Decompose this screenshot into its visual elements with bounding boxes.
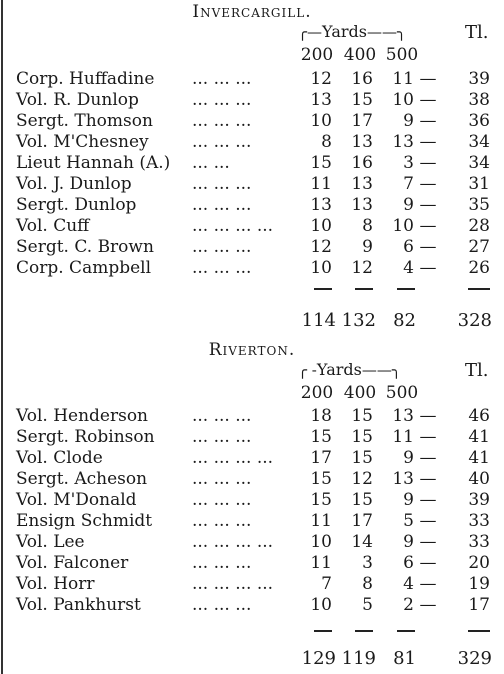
row-total: 17 bbox=[468, 595, 490, 615]
bracket-left: ╭ - bbox=[298, 361, 317, 379]
competitor-name: Vol. M'Donald bbox=[16, 490, 137, 510]
leader-dots: ... ... ... bbox=[192, 195, 252, 215]
score-200: 11 bbox=[310, 553, 332, 573]
sum-rule-500 bbox=[397, 630, 415, 632]
dash-separator: — bbox=[419, 511, 437, 531]
dash-separator: — bbox=[419, 174, 437, 194]
score-row bbox=[0, 406, 504, 427]
row-total: 34 bbox=[468, 153, 490, 173]
dash-separator: — bbox=[419, 427, 437, 447]
competitor-name: Vol. R. Dunlop bbox=[16, 90, 139, 110]
section-title: Invercargill. bbox=[192, 2, 312, 22]
total-column-header: Tl. bbox=[465, 22, 489, 43]
score-row bbox=[0, 195, 504, 216]
score-200: 18 bbox=[310, 406, 332, 426]
score-200: 13 bbox=[310, 195, 332, 215]
score-500: 6 bbox=[403, 553, 414, 573]
score-row bbox=[0, 90, 504, 111]
score-500: 13 bbox=[392, 406, 414, 426]
score-200: 15 bbox=[310, 427, 332, 447]
score-400: 9 bbox=[362, 237, 373, 257]
score-row bbox=[0, 574, 504, 595]
competitor-name: Sergt. Dunlop bbox=[16, 195, 137, 215]
score-500: 2 bbox=[403, 595, 414, 615]
dash-separator: — bbox=[419, 553, 437, 573]
dash-separator: — bbox=[419, 237, 437, 257]
score-400: 15 bbox=[351, 490, 373, 510]
leader-dots: ... ... ... bbox=[192, 406, 252, 426]
score-400: 8 bbox=[362, 216, 373, 236]
score-row bbox=[0, 427, 504, 448]
leader-dots: ... ... ... bbox=[192, 490, 252, 510]
score-row bbox=[0, 153, 504, 174]
row-total: 28 bbox=[468, 216, 490, 236]
score-400: 13 bbox=[351, 132, 373, 152]
leader-dots: ... ... ... bbox=[192, 595, 252, 615]
score-400: 16 bbox=[351, 153, 373, 173]
dash-separator: — bbox=[419, 258, 437, 278]
dash-separator: — bbox=[419, 216, 437, 236]
competitor-name: Ensign Schmidt bbox=[16, 511, 153, 531]
section-title: Riverton. bbox=[208, 340, 296, 360]
score-500: 13 bbox=[392, 469, 414, 489]
total-column-header: Tl. bbox=[465, 360, 489, 381]
score-500: 9 bbox=[403, 111, 414, 131]
competitor-name: Corp. Campbell bbox=[16, 258, 152, 278]
row-total: 19 bbox=[468, 574, 490, 594]
score-200: 10 bbox=[310, 111, 332, 131]
competitor-name: Sergt. Acheson bbox=[16, 469, 148, 489]
score-row bbox=[0, 511, 504, 532]
score-row bbox=[0, 111, 504, 132]
score-row bbox=[0, 469, 504, 490]
leader-dots: ... ... ... bbox=[192, 511, 252, 531]
leader-dots: ... ... ... bbox=[192, 258, 252, 278]
row-total: 26 bbox=[468, 258, 490, 278]
row-total: 31 bbox=[468, 174, 490, 194]
total-grand: 329 bbox=[457, 648, 492, 669]
score-200: 13 bbox=[310, 90, 332, 110]
leader-dots: ... ... ... bbox=[192, 553, 252, 573]
score-400: 12 bbox=[351, 258, 373, 278]
competitor-name: Vol. Horr bbox=[16, 574, 95, 594]
score-400: 15 bbox=[351, 427, 373, 447]
leader-dots: ... ... ... bbox=[192, 90, 252, 110]
leader-dots: ... ... ... bbox=[192, 469, 252, 489]
competitor-name: Sergt. Robinson bbox=[16, 427, 155, 447]
score-200: 10 bbox=[310, 216, 332, 236]
bracket-left: ╭— bbox=[298, 23, 323, 41]
score-500: 9 bbox=[403, 490, 414, 510]
dash-separator: — bbox=[419, 595, 437, 615]
score-200: 10 bbox=[310, 258, 332, 278]
competitor-name: Vol. J. Dunlop bbox=[16, 174, 132, 194]
yards-label: Yards bbox=[316, 360, 362, 379]
score-200: 15 bbox=[310, 490, 332, 510]
score-500: 6 bbox=[403, 237, 414, 257]
score-row bbox=[0, 174, 504, 195]
leader-dots: ... ... ... bbox=[192, 132, 252, 152]
score-400: 15 bbox=[351, 406, 373, 426]
dash-separator: — bbox=[419, 153, 437, 173]
sum-rule-total bbox=[468, 630, 490, 632]
row-total: 33 bbox=[468, 511, 490, 531]
distance-header-200: 200 bbox=[300, 383, 334, 403]
leader-dots: ... ... ... ... bbox=[192, 448, 274, 468]
score-500: 9 bbox=[403, 448, 414, 468]
leader-dots: ... ... ... bbox=[192, 427, 252, 447]
score-400: 13 bbox=[351, 174, 373, 194]
distance-header-500: 500 bbox=[385, 383, 419, 403]
yards-header bbox=[298, 22, 406, 41]
score-200: 8 bbox=[321, 132, 332, 152]
score-400: 15 bbox=[351, 448, 373, 468]
competitor-name: Vol. Lee bbox=[16, 532, 85, 552]
score-row bbox=[0, 553, 504, 574]
score-500: 10 bbox=[392, 216, 414, 236]
score-200: 12 bbox=[310, 69, 332, 89]
yards-label: Yards bbox=[322, 22, 367, 41]
dash-separator: — bbox=[419, 69, 437, 89]
leader-dots: ... ... bbox=[192, 153, 230, 173]
dash-separator: — bbox=[419, 406, 437, 426]
sum-rule-400 bbox=[355, 630, 373, 632]
score-400: 3 bbox=[362, 553, 373, 573]
row-total: 34 bbox=[468, 132, 490, 152]
score-500: 10 bbox=[392, 90, 414, 110]
competitor-name: Vol. Pankhurst bbox=[16, 595, 141, 615]
dash-separator: — bbox=[419, 532, 437, 552]
row-total: 39 bbox=[468, 490, 490, 510]
score-400: 5 bbox=[362, 595, 373, 615]
sum-rule-500 bbox=[397, 288, 415, 290]
dash-separator: — bbox=[419, 490, 437, 510]
score-row bbox=[0, 532, 504, 553]
row-total: 39 bbox=[468, 69, 490, 89]
score-400: 17 bbox=[351, 511, 373, 531]
competitor-name: Vol. Clode bbox=[16, 448, 103, 468]
dash-separator: — bbox=[419, 90, 437, 110]
competitor-name: Sergt. Thomson bbox=[16, 111, 153, 131]
score-500: 3 bbox=[403, 153, 414, 173]
dash-separator: — bbox=[419, 111, 437, 131]
score-row bbox=[0, 69, 504, 90]
sum-rule-total bbox=[468, 288, 490, 290]
leader-dots: ... ... ... ... bbox=[192, 574, 274, 594]
row-total: 36 bbox=[468, 111, 490, 131]
score-row bbox=[0, 448, 504, 469]
score-200: 15 bbox=[310, 469, 332, 489]
score-200: 11 bbox=[310, 174, 332, 194]
sum-rule-200 bbox=[314, 630, 332, 632]
distance-header-200: 200 bbox=[300, 45, 334, 65]
sum-rule-200 bbox=[314, 288, 332, 290]
dash-separator: — bbox=[419, 469, 437, 489]
total-200: 114 bbox=[301, 310, 336, 331]
dash-separator: — bbox=[419, 195, 437, 215]
score-200: 10 bbox=[310, 532, 332, 552]
leader-dots: ... ... ... ... bbox=[192, 532, 274, 552]
score-200: 17 bbox=[310, 448, 332, 468]
score-200: 15 bbox=[310, 153, 332, 173]
sum-rule-400 bbox=[355, 288, 373, 290]
score-400: 8 bbox=[362, 574, 373, 594]
competitor-name: Corp. Huffadine bbox=[16, 69, 155, 89]
competitor-name: Sergt. C. Brown bbox=[16, 237, 154, 257]
bracket-right: ——╮ bbox=[361, 361, 401, 379]
row-total: 33 bbox=[468, 532, 490, 552]
leader-dots: ... ... ... ... bbox=[192, 216, 274, 236]
competitor-name: Vol. Cuff bbox=[16, 216, 90, 236]
score-400: 14 bbox=[351, 532, 373, 552]
row-total: 46 bbox=[468, 406, 490, 426]
row-total: 40 bbox=[468, 469, 490, 489]
competitor-name: Vol. M'Chesney bbox=[16, 132, 149, 152]
dash-separator: — bbox=[419, 132, 437, 152]
score-200: 12 bbox=[310, 237, 332, 257]
score-row bbox=[0, 258, 504, 279]
score-500: 7 bbox=[403, 174, 414, 194]
score-500: 5 bbox=[403, 511, 414, 531]
score-row bbox=[0, 237, 504, 258]
competitor-name: Vol. Falconer bbox=[16, 553, 129, 573]
total-500: 82 bbox=[393, 310, 416, 331]
total-500: 81 bbox=[393, 648, 416, 669]
leader-dots: ... ... ... bbox=[192, 237, 252, 257]
total-400: 132 bbox=[341, 310, 376, 331]
score-500: 4 bbox=[403, 574, 414, 594]
score-500: 4 bbox=[403, 258, 414, 278]
competitor-name: Vol. Henderson bbox=[16, 406, 149, 426]
score-row bbox=[0, 216, 504, 237]
score-row bbox=[0, 490, 504, 511]
score-row bbox=[0, 132, 504, 153]
yards-header bbox=[298, 360, 401, 379]
row-total: 41 bbox=[468, 448, 490, 468]
total-200: 129 bbox=[301, 648, 336, 669]
row-total: 41 bbox=[468, 427, 490, 447]
score-500: 13 bbox=[392, 132, 414, 152]
score-500: 11 bbox=[392, 69, 414, 89]
dash-separator: — bbox=[419, 448, 437, 468]
score-500: 11 bbox=[392, 427, 414, 447]
total-grand: 328 bbox=[457, 310, 492, 331]
score-500: 9 bbox=[403, 532, 414, 552]
score-400: 17 bbox=[351, 111, 373, 131]
score-500: 9 bbox=[403, 195, 414, 215]
score-400: 15 bbox=[351, 90, 373, 110]
score-row bbox=[0, 595, 504, 616]
score-400: 16 bbox=[351, 69, 373, 89]
row-total: 35 bbox=[468, 195, 490, 215]
competitor-name: Lieut Hannah (A.) bbox=[16, 153, 171, 173]
leader-dots: ... ... ... bbox=[192, 111, 252, 131]
distance-header-400: 400 bbox=[343, 45, 377, 65]
row-total: 20 bbox=[468, 553, 490, 573]
score-400: 13 bbox=[351, 195, 373, 215]
total-400: 119 bbox=[341, 648, 376, 669]
score-200: 10 bbox=[310, 595, 332, 615]
score-400: 12 bbox=[351, 469, 373, 489]
dash-separator: — bbox=[419, 574, 437, 594]
score-200: 11 bbox=[310, 511, 332, 531]
leader-dots: ... ... ... bbox=[192, 69, 252, 89]
distance-header-500: 500 bbox=[385, 45, 419, 65]
leader-dots: ... ... ... bbox=[192, 174, 252, 194]
distance-header-400: 400 bbox=[343, 383, 377, 403]
score-200: 7 bbox=[321, 574, 332, 594]
row-total: 38 bbox=[468, 90, 490, 110]
bracket-right: ——╮ bbox=[367, 23, 407, 41]
row-total: 27 bbox=[468, 237, 490, 257]
